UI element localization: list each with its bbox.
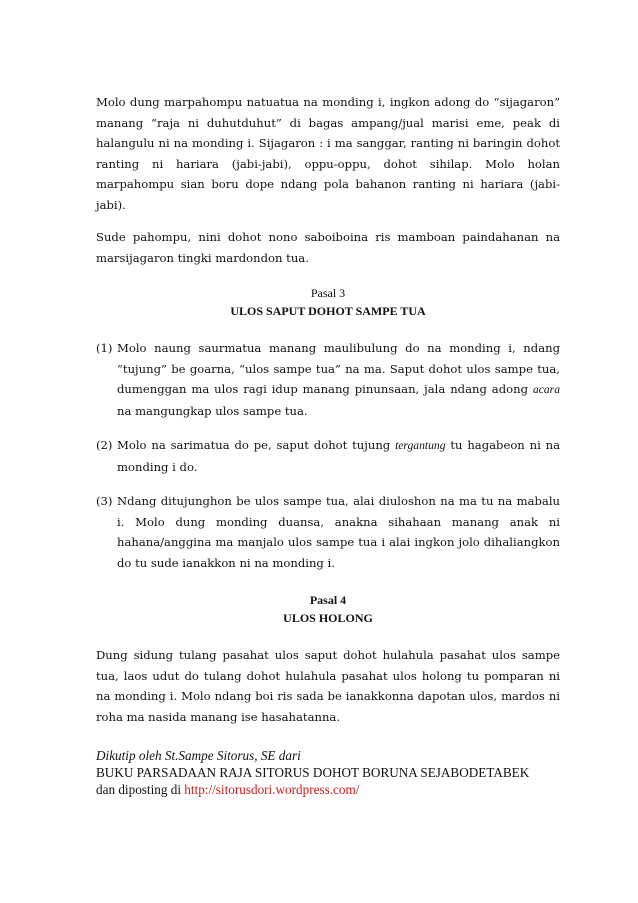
list-item-text-end: tu hagabeon ni na monding i do. bbox=[117, 438, 560, 474]
document-body bbox=[96, 92, 560, 798]
pasal-3-number: Pasal 3 bbox=[310, 286, 346, 300]
list-item-number: (3) bbox=[96, 494, 113, 508]
list-item-number: (1) bbox=[96, 341, 113, 355]
pasal-4-title: ULOS HOLONG bbox=[283, 611, 373, 625]
list-item-emphasis: tergantung bbox=[395, 439, 446, 452]
source-link[interactable]: http://sitorusdori.wordpress.com/ bbox=[184, 782, 360, 797]
list-item-text: Molo na sarimatua do pe, saput dohot tujung bbox=[117, 438, 396, 452]
list-item-text-end: na mangungkap ulos sampe tua. bbox=[117, 403, 308, 418]
source-credit: Dikutip oleh St.Sampe Sitorus, SE dari bbox=[96, 748, 301, 763]
list-item bbox=[96, 491, 560, 573]
list-item-emphasis: acara bbox=[532, 383, 560, 396]
pasal-4-heading bbox=[96, 591, 560, 627]
list-item bbox=[96, 435, 560, 477]
pasal-3-heading bbox=[96, 284, 560, 320]
list-item bbox=[96, 338, 560, 421]
intro-paragraph-2: Sude pahompu, nini dohot nono saboiboina ris mamboan paindahanan na marsijagaron tingki mardondon tua. bbox=[96, 230, 560, 265]
list-item-text: Ndang ditujunghon be ulos sampe tua, alai diuloshon na ma tu na mabalu i. Molo dung monding duansa, anakna sihahaan manang anak ni hahana/anggina ma manjalo ulos sampe tua i alai ingkon jolo dihaliangkon do tu sude ianakkon ni na monding i. bbox=[117, 494, 560, 570]
pasal-3-title: ULOS SAPUT DOHOT SAMPE TUA bbox=[230, 304, 426, 318]
source-posted-prefix: dan diposting di bbox=[96, 782, 185, 797]
source-posted bbox=[96, 781, 560, 798]
source-footer bbox=[96, 747, 560, 798]
pasal-4-paragraph: Dung sidung tulang pasahat ulos saput dohot hulahula pasahat ulos sampe tua, laos udut do tulang dohot hulahula pasahat ulos holong tu pomparan ni na monding i. Molo ndang boi ris sada be ianakkonna dapotan ulos, mardos ni roha ma nasida manang ise hasahatanna. bbox=[96, 648, 560, 724]
list-item-number: (2) bbox=[96, 438, 113, 452]
pasal-3-list bbox=[96, 338, 560, 573]
source-book: BUKU PARSADAAN RAJA SITORUS DOHOT BORUNA SEJABODETABEK bbox=[96, 765, 530, 780]
intro-paragraph-1: Molo dung marpahompu natuatua na monding i, ingkon adong do “sijagaron” manang “raja ni duhutduhut” di bagas ampang/jual marisi eme, peak di halangulu ni na monding i. Sijagaron : i ma sanggar, ranting ni baringin dohot ranting ni hariara (jabi-jabi), oppu-oppu, dohot sihilap. Molo holan marpahompu sian boru dope ndang pola bahanon ranting ni hariara (jabi-jabi). bbox=[96, 95, 560, 212]
list-item-text: Molo naung saurmatua manang maulibulung do na monding i, ndang “tujung” be goarna, “ulos sampe tua” na ma. Saput dohot ulos sampe tua, dumenggan ma ulos ragi idup manang pinunsaan, jala ndang adong bbox=[117, 341, 560, 396]
pasal-4-number: Pasal 4 bbox=[309, 593, 347, 607]
